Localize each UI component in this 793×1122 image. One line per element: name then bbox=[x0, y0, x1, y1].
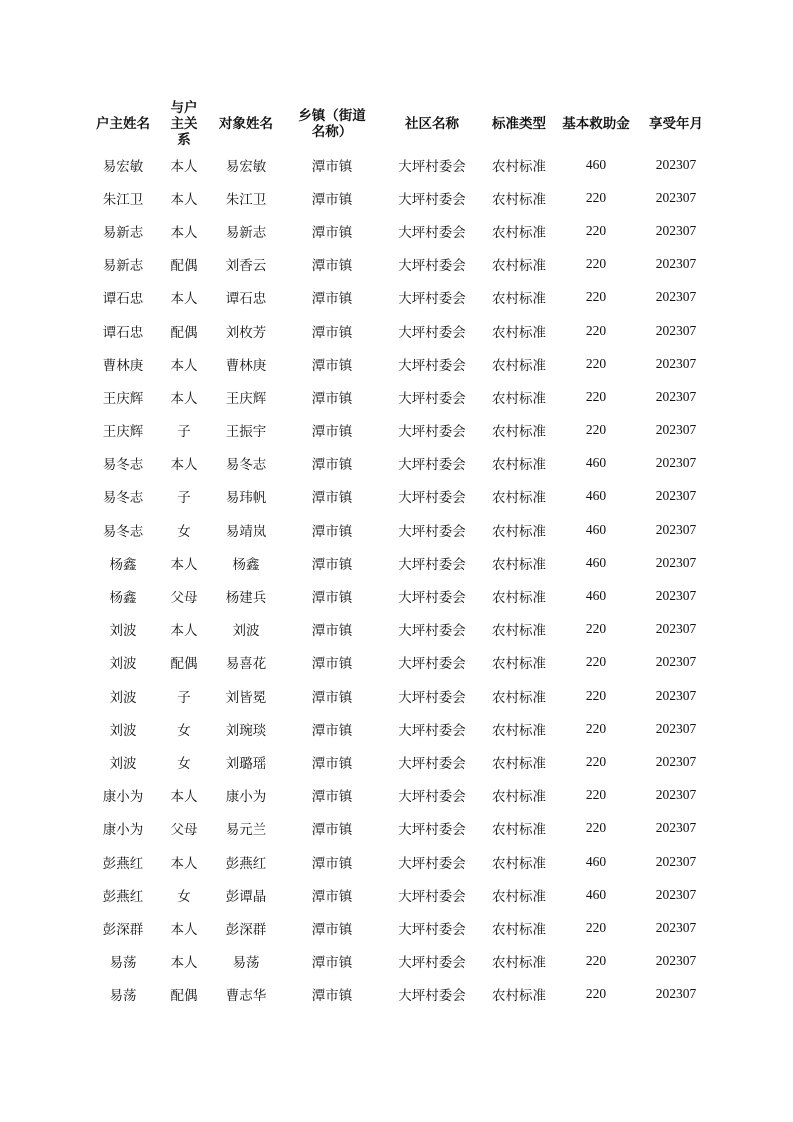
cell-town: 潭市镇 bbox=[311, 988, 353, 1005]
cell-community: 大坪村委会 bbox=[398, 324, 466, 341]
cell-recipient-name: 刘璐瑶 bbox=[225, 755, 267, 772]
cell-recipient-name: 杨建兵 bbox=[225, 590, 267, 607]
cell-benefit-month: 202307 bbox=[655, 289, 697, 305]
table-row bbox=[92, 978, 720, 1011]
cell-town: 潭市镇 bbox=[311, 390, 353, 407]
table-row bbox=[92, 380, 720, 413]
cell-town: 潭市镇 bbox=[311, 789, 353, 806]
table-row bbox=[92, 712, 720, 745]
cell-standard-type: 农村标准 bbox=[492, 855, 546, 872]
cell-relief-amount: 460 bbox=[585, 853, 607, 869]
cell-householder-name: 刘波 bbox=[109, 689, 137, 706]
cell-relation: 女 bbox=[177, 888, 191, 905]
cell-householder-name: 刘波 bbox=[109, 722, 137, 739]
cell-benefit-month: 202307 bbox=[655, 654, 697, 670]
cell-standard-type: 农村标准 bbox=[492, 755, 546, 772]
cell-benefit-month: 202307 bbox=[655, 753, 697, 769]
cell-householder-name: 刘波 bbox=[109, 623, 137, 640]
cell-recipient-name: 彭谭晶 bbox=[225, 888, 267, 905]
table-header bbox=[92, 100, 720, 148]
cell-benefit-month: 202307 bbox=[655, 156, 697, 172]
cell-community: 大坪村委会 bbox=[398, 457, 466, 474]
cell-relief-amount: 220 bbox=[585, 422, 607, 438]
table-row bbox=[92, 248, 720, 281]
cell-relation: 本人 bbox=[170, 357, 198, 374]
cell-benefit-month: 202307 bbox=[655, 189, 697, 205]
cell-town: 潭市镇 bbox=[311, 556, 353, 573]
table-row bbox=[92, 812, 720, 845]
cell-householder-name: 康小为 bbox=[102, 822, 144, 839]
table-row bbox=[92, 148, 720, 181]
cell-relation: 配偶 bbox=[170, 656, 198, 673]
table-row bbox=[92, 546, 720, 579]
table-row bbox=[92, 646, 720, 679]
cell-recipient-name: 刘波 bbox=[232, 623, 260, 640]
table-row bbox=[92, 745, 720, 778]
cell-standard-type: 农村标准 bbox=[492, 623, 546, 640]
cell-benefit-month: 202307 bbox=[655, 986, 697, 1002]
cell-standard-type: 农村标准 bbox=[492, 291, 546, 308]
cell-householder-name: 刘波 bbox=[109, 755, 137, 772]
table-row bbox=[92, 579, 720, 612]
cell-relation: 本人 bbox=[170, 623, 198, 640]
cell-relief-amount: 220 bbox=[585, 189, 607, 205]
cell-relation: 本人 bbox=[170, 390, 198, 407]
cell-relief-amount: 220 bbox=[585, 753, 607, 769]
cell-recipient-name: 易冬志 bbox=[225, 457, 267, 474]
cell-relief-amount: 220 bbox=[585, 787, 607, 803]
cell-relief-amount: 460 bbox=[585, 521, 607, 537]
cell-recipient-name: 曹林庚 bbox=[225, 357, 267, 374]
cell-benefit-month: 202307 bbox=[655, 256, 697, 272]
cell-recipient-name: 易玮帆 bbox=[225, 490, 267, 507]
cell-recipient-name: 易元兰 bbox=[225, 822, 267, 839]
cell-relation: 本人 bbox=[170, 855, 198, 872]
cell-town: 潭市镇 bbox=[311, 291, 353, 308]
cell-recipient-name: 王庆辉 bbox=[225, 390, 267, 407]
cell-recipient-name: 刘琬琰 bbox=[225, 722, 267, 739]
cell-standard-type: 农村标准 bbox=[492, 955, 546, 972]
cell-benefit-month: 202307 bbox=[655, 222, 697, 238]
table-row bbox=[92, 414, 720, 447]
cell-town: 潭市镇 bbox=[311, 357, 353, 374]
table-row bbox=[92, 447, 720, 480]
cell-recipient-name: 刘香云 bbox=[225, 258, 267, 275]
cell-town: 潭市镇 bbox=[311, 888, 353, 905]
cell-standard-type: 农村标准 bbox=[492, 656, 546, 673]
cell-benefit-month: 202307 bbox=[655, 886, 697, 902]
cell-relief-amount: 220 bbox=[585, 256, 607, 272]
cell-householder-name: 曹林庚 bbox=[102, 357, 144, 374]
cell-town: 潭市镇 bbox=[311, 424, 353, 441]
cell-town: 潭市镇 bbox=[311, 656, 353, 673]
cell-community: 大坪村委会 bbox=[398, 291, 466, 308]
cell-relation: 本人 bbox=[170, 789, 198, 806]
cell-community: 大坪村委会 bbox=[398, 556, 466, 573]
cell-benefit-month: 202307 bbox=[655, 322, 697, 338]
cell-relation: 本人 bbox=[170, 291, 198, 308]
cell-community: 大坪村委会 bbox=[398, 357, 466, 374]
cell-town: 潭市镇 bbox=[311, 457, 353, 474]
cell-relief-amount: 460 bbox=[585, 156, 607, 172]
header-benefit-month: 享受年月 bbox=[649, 116, 703, 132]
cell-standard-type: 农村标准 bbox=[492, 490, 546, 507]
cell-relation: 本人 bbox=[170, 955, 198, 972]
cell-householder-name: 谭石忠 bbox=[102, 291, 144, 308]
header-town-street: 乡镇（街道名称） bbox=[298, 108, 366, 140]
cell-relation: 女 bbox=[177, 523, 191, 540]
cell-community: 大坪村委会 bbox=[398, 789, 466, 806]
cell-householder-name: 易荡 bbox=[109, 988, 137, 1005]
cell-householder-name: 易宏敏 bbox=[102, 158, 144, 175]
cell-standard-type: 农村标准 bbox=[492, 523, 546, 540]
cell-householder-name: 彭燕红 bbox=[102, 855, 144, 872]
cell-relation: 子 bbox=[177, 689, 191, 706]
cell-householder-name: 康小为 bbox=[102, 789, 144, 806]
table-row bbox=[92, 679, 720, 712]
cell-relation: 本人 bbox=[170, 191, 198, 208]
cell-town: 潭市镇 bbox=[311, 755, 353, 772]
cell-relation: 本人 bbox=[170, 921, 198, 938]
cell-relief-amount: 220 bbox=[585, 654, 607, 670]
cell-town: 潭市镇 bbox=[311, 822, 353, 839]
cell-relation: 父母 bbox=[170, 590, 198, 607]
cell-town: 潭市镇 bbox=[311, 224, 353, 241]
cell-relief-amount: 460 bbox=[585, 588, 607, 604]
cell-relation: 女 bbox=[177, 722, 191, 739]
cell-standard-type: 农村标准 bbox=[492, 988, 546, 1005]
cell-town: 潭市镇 bbox=[311, 490, 353, 507]
cell-benefit-month: 202307 bbox=[655, 720, 697, 736]
cell-relief-amount: 220 bbox=[585, 720, 607, 736]
cell-recipient-name: 康小为 bbox=[225, 789, 267, 806]
cell-householder-name: 王庆辉 bbox=[102, 390, 144, 407]
cell-town: 潭市镇 bbox=[311, 955, 353, 972]
cell-standard-type: 农村标准 bbox=[492, 258, 546, 275]
cell-standard-type: 农村标准 bbox=[492, 689, 546, 706]
cell-relation: 本人 bbox=[170, 224, 198, 241]
cell-householder-name: 易冬志 bbox=[102, 490, 144, 507]
cell-community: 大坪村委会 bbox=[398, 623, 466, 640]
cell-householder-name: 朱江卫 bbox=[102, 191, 144, 208]
cell-recipient-name: 王振宇 bbox=[225, 424, 267, 441]
cell-standard-type: 农村标准 bbox=[492, 191, 546, 208]
table-row bbox=[92, 878, 720, 911]
cell-benefit-month: 202307 bbox=[655, 787, 697, 803]
cell-town: 潭市镇 bbox=[311, 191, 353, 208]
cell-householder-name: 易冬志 bbox=[102, 523, 144, 540]
table-row bbox=[92, 945, 720, 978]
cell-benefit-month: 202307 bbox=[655, 554, 697, 570]
cell-relief-amount: 460 bbox=[585, 455, 607, 471]
cell-town: 潭市镇 bbox=[311, 590, 353, 607]
cell-recipient-name: 刘枚芳 bbox=[225, 324, 267, 341]
cell-householder-name: 王庆辉 bbox=[102, 424, 144, 441]
table-row bbox=[92, 911, 720, 944]
document-page bbox=[92, 100, 720, 1011]
cell-relief-amount: 460 bbox=[585, 886, 607, 902]
cell-community: 大坪村委会 bbox=[398, 258, 466, 275]
cell-householder-name: 易冬志 bbox=[102, 457, 144, 474]
cell-benefit-month: 202307 bbox=[655, 521, 697, 537]
cell-town: 潭市镇 bbox=[311, 689, 353, 706]
cell-recipient-name: 易荡 bbox=[232, 955, 260, 972]
table-row bbox=[92, 513, 720, 546]
cell-standard-type: 农村标准 bbox=[492, 158, 546, 175]
cell-community: 大坪村委会 bbox=[398, 590, 466, 607]
cell-householder-name: 杨鑫 bbox=[109, 590, 137, 607]
cell-standard-type: 农村标准 bbox=[492, 722, 546, 739]
cell-relation: 配偶 bbox=[170, 324, 198, 341]
cell-relation: 女 bbox=[177, 755, 191, 772]
cell-benefit-month: 202307 bbox=[655, 588, 697, 604]
cell-benefit-month: 202307 bbox=[655, 422, 697, 438]
cell-relief-amount: 220 bbox=[585, 986, 607, 1002]
cell-community: 大坪村委会 bbox=[398, 424, 466, 441]
cell-benefit-month: 202307 bbox=[655, 488, 697, 504]
cell-community: 大坪村委会 bbox=[398, 490, 466, 507]
cell-householder-name: 易新志 bbox=[102, 258, 144, 275]
cell-relation: 本人 bbox=[170, 457, 198, 474]
cell-recipient-name: 彭深群 bbox=[225, 921, 267, 938]
cell-recipient-name: 曹志华 bbox=[225, 988, 267, 1005]
table-row bbox=[92, 214, 720, 247]
cell-town: 潭市镇 bbox=[311, 921, 353, 938]
cell-community: 大坪村委会 bbox=[398, 755, 466, 772]
cell-benefit-month: 202307 bbox=[655, 621, 697, 637]
header-community-name: 社区名称 bbox=[405, 116, 459, 132]
cell-recipient-name: 易靖岚 bbox=[225, 523, 267, 540]
cell-recipient-name: 彭燕红 bbox=[225, 855, 267, 872]
cell-householder-name: 彭燕红 bbox=[102, 888, 144, 905]
cell-community: 大坪村委会 bbox=[398, 955, 466, 972]
cell-town: 潭市镇 bbox=[311, 324, 353, 341]
header-householder-name: 户主姓名 bbox=[96, 116, 150, 132]
cell-standard-type: 农村标准 bbox=[492, 822, 546, 839]
table-row bbox=[92, 779, 720, 812]
cell-benefit-month: 202307 bbox=[655, 355, 697, 371]
cell-town: 潭市镇 bbox=[311, 158, 353, 175]
cell-community: 大坪村委会 bbox=[398, 855, 466, 872]
cell-town: 潭市镇 bbox=[311, 722, 353, 739]
cell-community: 大坪村委会 bbox=[398, 191, 466, 208]
cell-benefit-month: 202307 bbox=[655, 953, 697, 969]
table-row bbox=[92, 281, 720, 314]
cell-recipient-name: 朱江卫 bbox=[225, 191, 267, 208]
cell-standard-type: 农村标准 bbox=[492, 390, 546, 407]
cell-standard-type: 农村标准 bbox=[492, 888, 546, 905]
cell-standard-type: 农村标准 bbox=[492, 424, 546, 441]
cell-community: 大坪村委会 bbox=[398, 888, 466, 905]
cell-relation: 配偶 bbox=[170, 258, 198, 275]
cell-householder-name: 杨鑫 bbox=[109, 556, 137, 573]
cell-standard-type: 农村标准 bbox=[492, 457, 546, 474]
cell-benefit-month: 202307 bbox=[655, 919, 697, 935]
cell-benefit-month: 202307 bbox=[655, 388, 697, 404]
cell-community: 大坪村委会 bbox=[398, 224, 466, 241]
cell-relief-amount: 220 bbox=[585, 322, 607, 338]
cell-standard-type: 农村标准 bbox=[492, 789, 546, 806]
cell-relief-amount: 460 bbox=[585, 554, 607, 570]
cell-standard-type: 农村标准 bbox=[492, 324, 546, 341]
cell-householder-name: 谭石忠 bbox=[102, 324, 144, 341]
header-basic-relief-amount: 基本救助金 bbox=[562, 116, 630, 132]
cell-community: 大坪村委会 bbox=[398, 722, 466, 739]
table-body bbox=[92, 148, 720, 1011]
table-row bbox=[92, 845, 720, 878]
cell-standard-type: 农村标准 bbox=[492, 556, 546, 573]
cell-recipient-name: 易喜花 bbox=[225, 656, 267, 673]
table-row bbox=[92, 480, 720, 513]
table-row bbox=[92, 181, 720, 214]
header-recipient-name: 对象姓名 bbox=[219, 116, 273, 132]
cell-community: 大坪村委会 bbox=[398, 822, 466, 839]
cell-benefit-month: 202307 bbox=[655, 820, 697, 836]
cell-benefit-month: 202307 bbox=[655, 687, 697, 703]
cell-community: 大坪村委会 bbox=[398, 390, 466, 407]
cell-relation: 本人 bbox=[170, 556, 198, 573]
cell-relief-amount: 220 bbox=[585, 687, 607, 703]
cell-relation: 配偶 bbox=[170, 988, 198, 1005]
cell-relation: 本人 bbox=[170, 158, 198, 175]
table-row bbox=[92, 613, 720, 646]
cell-recipient-name: 易宏敏 bbox=[225, 158, 267, 175]
cell-community: 大坪村委会 bbox=[398, 921, 466, 938]
cell-recipient-name: 杨鑫 bbox=[232, 556, 260, 573]
cell-relief-amount: 220 bbox=[585, 919, 607, 935]
table-row bbox=[92, 347, 720, 380]
cell-recipient-name: 易新志 bbox=[225, 224, 267, 241]
cell-standard-type: 农村标准 bbox=[492, 357, 546, 374]
cell-recipient-name: 刘皆冕 bbox=[225, 689, 267, 706]
cell-relation: 子 bbox=[177, 490, 191, 507]
cell-standard-type: 农村标准 bbox=[492, 224, 546, 241]
cell-relation: 父母 bbox=[170, 822, 198, 839]
cell-community: 大坪村委会 bbox=[398, 656, 466, 673]
cell-relief-amount: 220 bbox=[585, 388, 607, 404]
cell-householder-name: 彭深群 bbox=[102, 921, 144, 938]
cell-relief-amount: 220 bbox=[585, 953, 607, 969]
cell-town: 潭市镇 bbox=[311, 623, 353, 640]
cell-standard-type: 农村标准 bbox=[492, 590, 546, 607]
cell-community: 大坪村委会 bbox=[398, 523, 466, 540]
cell-community: 大坪村委会 bbox=[398, 988, 466, 1005]
cell-relief-amount: 460 bbox=[585, 488, 607, 504]
table-row bbox=[92, 314, 720, 347]
cell-relation: 子 bbox=[177, 424, 191, 441]
cell-householder-name: 易荡 bbox=[109, 955, 137, 972]
header-standard-type: 标准类型 bbox=[492, 116, 546, 132]
cell-community: 大坪村委会 bbox=[398, 158, 466, 175]
cell-relief-amount: 220 bbox=[585, 289, 607, 305]
cell-community: 大坪村委会 bbox=[398, 689, 466, 706]
header-row bbox=[92, 100, 720, 148]
cell-recipient-name: 谭石忠 bbox=[225, 291, 267, 308]
cell-householder-name: 易新志 bbox=[102, 224, 144, 241]
relief-recipient-table bbox=[92, 100, 720, 1011]
cell-benefit-month: 202307 bbox=[655, 853, 697, 869]
cell-town: 潭市镇 bbox=[311, 258, 353, 275]
cell-relief-amount: 220 bbox=[585, 222, 607, 238]
cell-benefit-month: 202307 bbox=[655, 455, 697, 471]
cell-town: 潭市镇 bbox=[311, 523, 353, 540]
header-relation-to-householder: 与户主关系 bbox=[170, 100, 198, 148]
cell-relief-amount: 220 bbox=[585, 355, 607, 371]
cell-relief-amount: 220 bbox=[585, 621, 607, 637]
cell-town: 潭市镇 bbox=[311, 855, 353, 872]
cell-standard-type: 农村标准 bbox=[492, 921, 546, 938]
cell-relief-amount: 220 bbox=[585, 820, 607, 836]
cell-householder-name: 刘波 bbox=[109, 656, 137, 673]
